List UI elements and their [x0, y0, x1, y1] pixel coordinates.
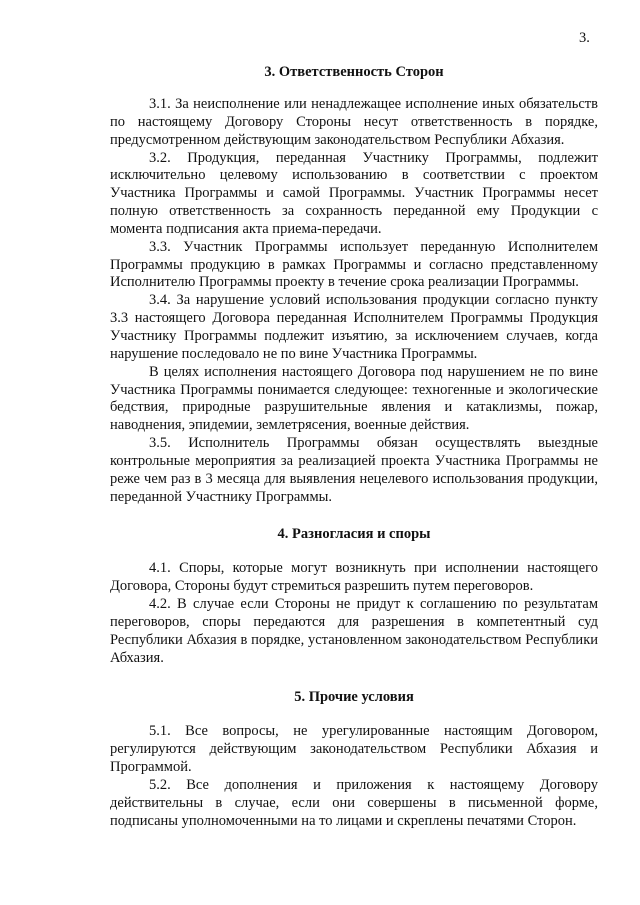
page-number: 3.: [579, 30, 590, 46]
section-disputes: [110, 524, 598, 667]
paragraph-3-4-clarification: В целях исполнения настоящего Договора под нарушением не по вине Участника Программы понимается следующее: техногенные и экологические бедствия, природные разрушительные явления и катаклизмы, пожар, наводнения, эпидемии, землетрясения, военные действия.: [110, 363, 598, 434]
paragraph-4-1: 4.1. Споры, которые могут возникнуть при исполнении настоящего Договора, Стороны будут стремиться разрешить путем переговоров.: [110, 560, 598, 595]
paragraph-5-2: 5.2. Все дополнения и приложения к настоящему Договору действительны в случае, если они совершены в письменной форме, подписаны уполномоченными на то лицами и скреплены печатями Сторон.: [110, 777, 598, 829]
paragraph-3-3: 3.3. Участник Программы использует переданную Исполнителем Программы продукцию в рамках Программы и согласно представленному Исполнителю Программы проекту в течение срока реализации Программы.: [110, 238, 598, 291]
paragraph-3-4: 3.4. За нарушение условий использования продукции согласно пункту 3.3 настоящего Договора переданная Исполнителем Программы Продукция Участнику Программы подлежит изъятию, за исключением случаев, когда нарушение последовало не по вине Участника Программы.: [110, 292, 598, 362]
paragraph-3-1: 3.1. За неисполнение или ненадлежащее исполнение иных обязательств по настоящему Договору Стороны несут ответственность в порядке, предусмотренном действующим законодательством Республики Абхазия.: [110, 96, 598, 148]
paragraph-5-1: 5.1. Все вопросы, не урегулированные настоящим Договором, регулируются действующим законодательством Республики Абхазия и Программой.: [110, 723, 598, 776]
section-responsibility: [110, 62, 598, 506]
section-title: 5. Прочие условия: [294, 689, 414, 706]
section-title: 3. Ответственность Сторон: [264, 64, 444, 80]
paragraph-3-2: 3.2. Продукция, переданная Участнику Программы, подлежит исключительно целевому использованию в соответствии с проектом Участника Программы и самой Программы. Участник Программы несет полную ответственность за сохранность переданной ему Продукции с момента подписания акта приема-передачи.: [110, 149, 598, 237]
paragraph-3-5: 3.5. Исполнитель Программы обязан осуществлять выездные контрольные мероприятия за реализацией проекта Участника Программы не реже чем раз в 3 месяца для выявления нецелевого использования продукции, переданной Участнику Программы.: [110, 435, 598, 505]
paragraph-4-2: 4.2. В случае если Стороны не придут к соглашению по результатам переговоров, споры передаются для разрешения в компетентный суд Республики Абхазия в порядке, установленном законодательством Республики Абхазия.: [110, 596, 598, 666]
section-other-terms: [110, 687, 598, 830]
section-title: 4. Разногласия и споры: [277, 526, 431, 543]
document-body: [110, 58, 598, 831]
